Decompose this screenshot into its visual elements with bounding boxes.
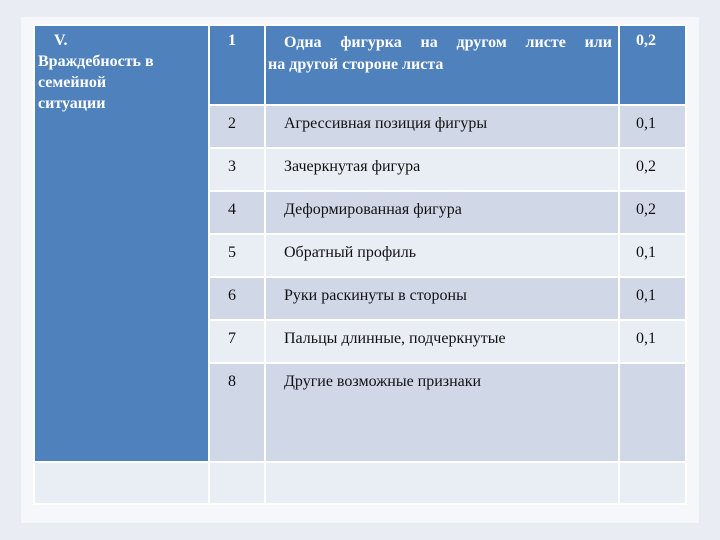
header-text-line: на другой стороне листа xyxy=(268,56,444,73)
section-title-line: семейной xyxy=(38,74,107,91)
empty-cell xyxy=(34,462,209,504)
table-row-empty xyxy=(34,462,686,504)
row-text: Деформированная фигура xyxy=(265,191,619,234)
empty-cell xyxy=(209,462,265,504)
row-num: 7 xyxy=(209,320,265,363)
row-value: 0,2 xyxy=(619,148,686,191)
row-text: Руки раскинуты в стороны xyxy=(265,277,619,320)
row-text: Зачеркнутая фигура xyxy=(265,148,619,191)
row-num: 4 xyxy=(209,191,265,234)
row-num: 6 xyxy=(209,277,265,320)
row-num: 2 xyxy=(209,105,265,148)
row-value: 0,2 xyxy=(619,191,686,234)
table-header-row xyxy=(34,25,686,105)
section-title-cell xyxy=(34,25,209,462)
header-text-cell xyxy=(265,25,619,105)
row-text: Обратный профиль xyxy=(265,234,619,277)
section-title-line: Враждебность в xyxy=(38,53,154,70)
header-value-cell: 0,2 xyxy=(619,25,686,105)
section-title-line: ситуации xyxy=(38,95,106,112)
row-num: 5 xyxy=(209,234,265,277)
row-text: Пальцы длинные, подчеркнутые xyxy=(265,320,619,363)
row-num: 3 xyxy=(209,148,265,191)
empty-cell xyxy=(619,462,686,504)
criteria-table xyxy=(33,24,687,505)
header-num-cell: 1 xyxy=(209,25,265,105)
row-value: 0,1 xyxy=(619,277,686,320)
empty-cell xyxy=(265,462,619,504)
row-value xyxy=(619,363,686,462)
row-value: 0,1 xyxy=(619,234,686,277)
row-text: Агрессивная позиция фигуры xyxy=(265,105,619,148)
row-num: 8 xyxy=(209,363,265,462)
section-number: V. xyxy=(54,32,68,49)
row-text: Другие возможные признаки xyxy=(265,363,619,462)
row-value: 0,1 xyxy=(619,105,686,148)
header-text-line: Одна фигурка на другом листе или xyxy=(284,34,612,51)
row-value: 0,1 xyxy=(619,320,686,363)
